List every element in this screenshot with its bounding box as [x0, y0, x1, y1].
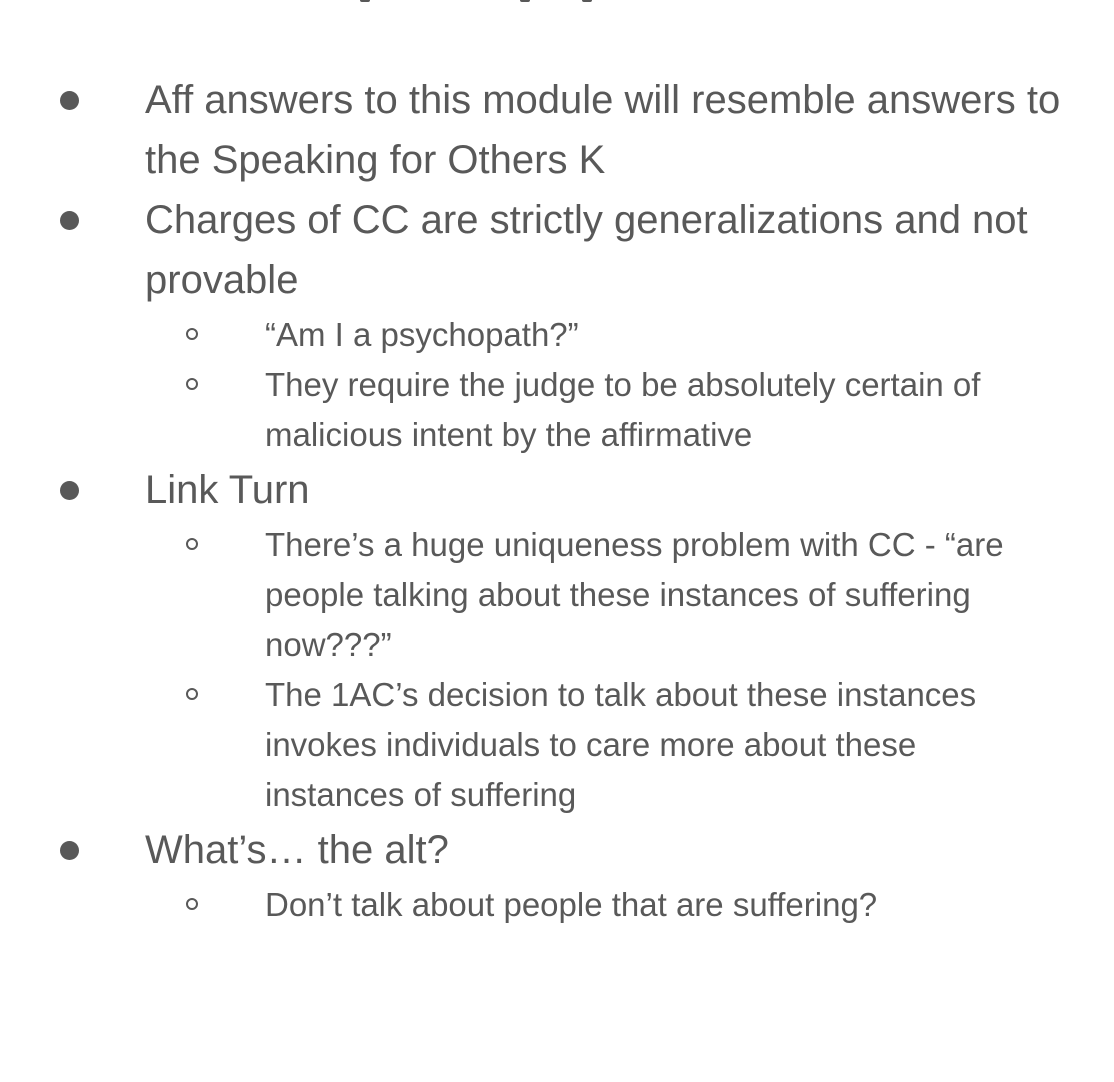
bullet-text: Aff answers to this module will resemble answers to the Speaking for Others K: [145, 78, 1061, 182]
sub-bullet-item: [265, 310, 1074, 360]
sub-bullet-text: They require the judge to be absolutely certain of malicious intent by the affirmative: [265, 366, 981, 453]
bullet-circle-icon: [186, 538, 198, 550]
bullet-text: Link Turn: [145, 468, 310, 512]
title-descender: [360, 0, 370, 2]
bullet-item: [0, 70, 1114, 190]
slide-title-cropped: [0, 0, 1114, 8]
sub-bullet-text: “Am I a psychopath?”: [265, 316, 579, 353]
sub-bullet-list: [145, 310, 1074, 460]
sub-bullet-item: [265, 520, 1074, 670]
sub-bullet-text: Don’t talk about people that are suffering?: [265, 886, 878, 923]
bullet-circle-icon: [186, 328, 198, 340]
bullet-circle-icon: [186, 898, 198, 910]
bullet-circle-icon: [186, 688, 198, 700]
title-descender: [582, 0, 592, 2]
sub-bullet-item: [265, 880, 1074, 930]
bullet-text: What’s… the alt?: [145, 828, 449, 872]
bullet-text: Charges of CC are strictly generalizations and not provable: [145, 198, 1028, 302]
bullet-dot-icon: [60, 211, 79, 230]
bullet-dot-icon: [60, 91, 79, 110]
bullet-dot-icon: [60, 481, 79, 500]
bullet-dot-icon: [60, 841, 79, 860]
sub-bullet-item: [265, 670, 1074, 820]
sub-bullet-item: [265, 360, 1074, 460]
sub-bullet-list: [145, 520, 1074, 820]
sub-bullet-text: The 1AC’s decision to talk about these instances invokes individuals to care more about these instances of suffering: [265, 676, 977, 813]
bullet-list: [0, 70, 1114, 930]
sub-bullet-list: [145, 880, 1074, 930]
bullet-item: [0, 820, 1114, 930]
bullet-item: [0, 190, 1114, 460]
sub-bullet-text: There’s a huge uniqueness problem with CC - “are people talking about these instances of suffering now???”: [265, 526, 1004, 663]
bullet-circle-icon: [186, 378, 198, 390]
title-descender: [520, 0, 530, 2]
bullet-item: [0, 460, 1114, 820]
